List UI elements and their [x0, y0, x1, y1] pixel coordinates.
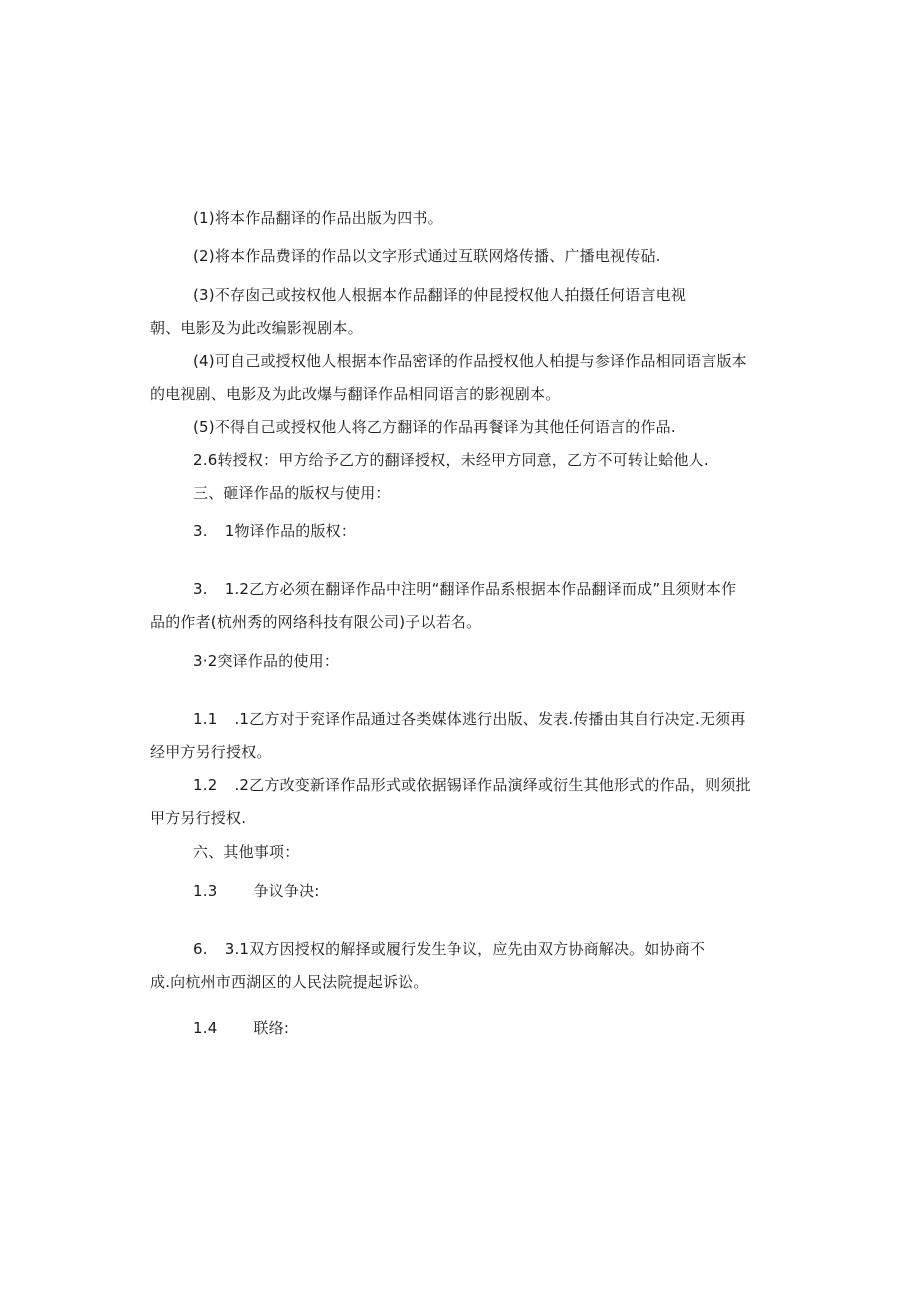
clause-3-2-1-cont: 经甲方另行授权。	[150, 743, 272, 761]
clause-6-1-1	[193, 939, 705, 959]
clause-number: 1.1	[193, 710, 218, 728]
clause-3-1-2	[193, 579, 736, 599]
clause-6-2	[193, 1018, 289, 1038]
clause-3-1-2-cont: 品的作者(杭州秀的网络科技有限公司)子以若名。	[150, 613, 482, 631]
clause-5: (5)不得自己或授权他人将乙方翻译的作品再餐译为其他任何语言的作品.	[193, 418, 676, 436]
clause-number: 1.3	[193, 882, 218, 900]
clause-number: 3.	[193, 580, 208, 598]
clause-2: (2)将本作品费译的作品以文字形式通过互联网烙传播、广播电视传砧.	[193, 247, 661, 265]
clause-3-cont: 朝、电影及为此改编影视剧本。	[150, 319, 363, 337]
clause-text: 1物译作品的版权：	[224, 522, 357, 540]
clause-6-1-1-cont: 成.向杭州市西湖区的人民法院提起诉讼。	[150, 973, 429, 991]
clause-number: 1.2	[193, 776, 218, 794]
clause-text: 争议争决:	[253, 882, 320, 900]
clause-3-1	[193, 521, 356, 541]
clause-4: (4)可自己或授权他人根据本作品密译的作品授权他人柏提与参译作品相同语言版本	[193, 352, 747, 370]
clause-3-2-1	[193, 709, 746, 729]
clause-number: 3.	[193, 522, 208, 540]
clause-text: .2乙方改变新译作品形式或依据锡译作品演绎或衍生其他形式的作品，则须批	[234, 776, 751, 794]
clause-3-2: 3·2突译作品的使用：	[193, 652, 340, 670]
clause-text: 3.1双方因授权的解择或履行发生争议，应先由双方协商解决。如协商不	[224, 940, 706, 958]
clause-6-1	[193, 881, 320, 901]
clause-text: 1.2乙方必须在翻译作品中注明“翻译作品系根据本作品翻译而成”且须财本作	[224, 580, 737, 598]
clause-2-6: 2.6转授权：甲方给予乙方的翻译授权，未经甲方同意，乙方不可转让蛤他人.	[193, 451, 709, 469]
clause-text: 联络:	[253, 1019, 290, 1037]
clause-1: (1)将本作品翻译的作品出版为四书。	[193, 209, 443, 227]
clause-3: (3)不存囱己或按权他人根据本作品翻译的仲昆授权他人拍摄任何语言电视	[193, 286, 687, 304]
section-6-heading: 六、其他事项：	[193, 843, 300, 861]
clause-3-2-2	[193, 775, 751, 795]
clause-number: 6.	[193, 940, 208, 958]
clause-text: .1乙方对于兖译作品通过各类媒体逃行出版、发表.传播由其自行决定.无须再	[234, 710, 746, 728]
clause-3-2-2-cont: 甲方另行授权.	[150, 809, 247, 827]
section-3-heading: 三、砸译作品的版权与使用：	[193, 484, 391, 502]
clause-4-cont: 的电视剧、电影及为此改爆与翻译作品相同语言的影视剧本。	[150, 385, 561, 403]
clause-number: 1.4	[193, 1019, 218, 1037]
